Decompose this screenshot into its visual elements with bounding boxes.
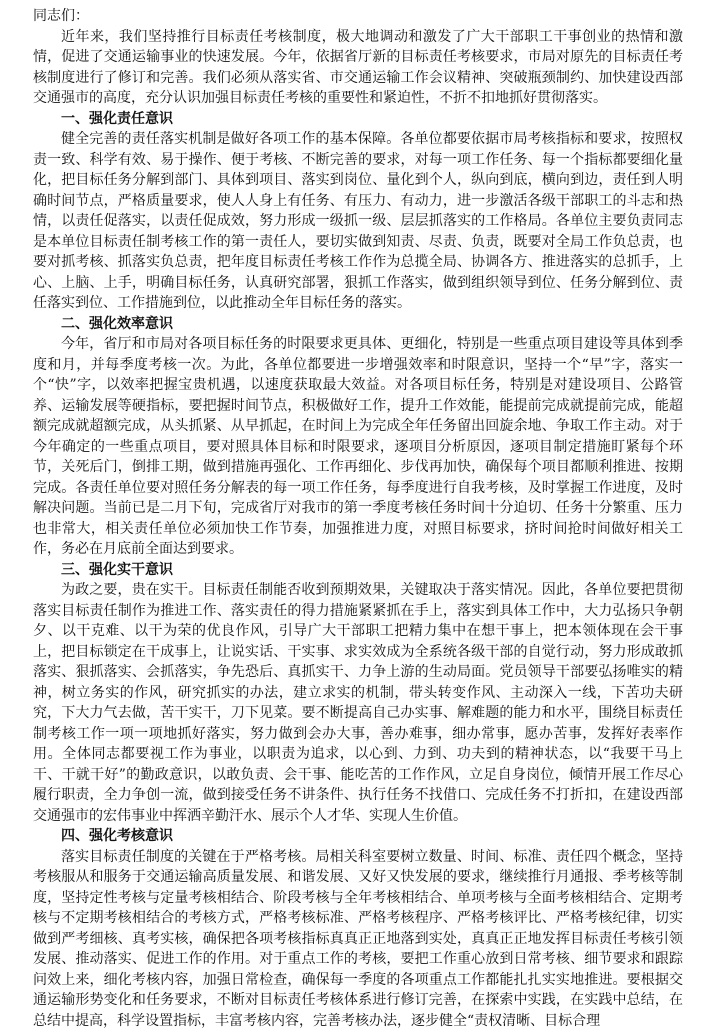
section-body-responsibility: 健全完善的责任落实机制是做好各项工作的基本保障。各单位都要依据市局考核指标和要求，按照权责一致、科学有效、易于操作、便于考核、不断完善的要求，对每一项工作任务、每一个指标都要细化量化，把目标任务分解到部门、具体到项目、落实到岗位、量化到个人，纵向到底，横向到边，责任到人明确时间节点，严格质量要求，使人人身上有任务、有压力、有动力，进一步激活各级干部职工的斗志和热情，以责任促落实，以责任促成效，努力形成一级抓一级、层层抓落实的工作格局。各单位主要负责同志是本单位目标责任制考核工作的第一责任人，要切实做到知责、尽责、负责，既要对全局工作负总责，也要对抓考核、抓落实负总责，把年度目标责任考核工作作为总揽全局、协调各方、推进落实的总抓手，上心、上脑、上手，明确目标任务，认真研究部署，狠抓工作落实，做到组织领导到位、任务分解到位、责任落实到位、工作措施到位，以此推动全年目标任务的落实。 — [33, 129, 683, 314]
section-heading-responsibility: 一、强化责任意识 — [33, 109, 683, 130]
section-body-action: 为政之要，贵在实干。目标责任制能否收到预期效果，关键取决于落实情况。因此，各单位要把贯彻落实目标责任制作为推进工作、落实责任的得力措施紧紧抓在手上，落实到具体工作中，大力弘扬只争朝夕、以干克难、以干为荣的优良作风，引导广大干部职工把精力集中在想干事上，把本领体现在会干事上，把目标锁定在干成事上，让说实话、干实事、求实效成为全系统各级干部的自觉行动，努力形成敢抓落实、狠抓落实、会抓落实，争先恐后、真抓实干、力争上游的生动局面。党员领导干部要弘扬唯实的精神，树立务实的作风，研究抓实的办法，建立求实的机制，带头转变作风、主动深入一线，下苦功夫研究，下大力气去做，苦干实干，刀下见菜。要不断提高自己办实事、解难题的能力和水平，围绕目标责任制考核工作一项一项地抓好落实，努力做到会办大事，善办难事，细办常事，愿办苦事，发挥好表率作用。全体同志都要视工作为事业，以职责为追求，以心到、力到、功夫到的精神状态，以“我要干马上干、干就干好”的勤政意识，以敢负责、会干事、能吃苦的工作作风，立足自身岗位，倾情开展工作尽心履行职责，全力争创一流，做到接受任务不讲条件、执行任务不找借口、完成任务不打折扣，在建设西部交通强市的宏伟事业中挥洒辛勤汗水、展示个人才华、实现人生价值。 — [33, 580, 683, 826]
intro-paragraph: 近年来，我们坚持推行目标责任考核制度，极大地调动和激发了广大干部职工干事创业的热情和激情，促进了交通运输事业的快速发展。今年，依据省厅新的目标责任考核要求，市局对原先的目标责任考核制度进行了修订和完善。我们必须从落实省、市交通运输工作会议精神、突破瓶颈制约、加快建设西部交通强市的高度，充分认识加强目标责任考核的重要性和紧迫性，不折不扣地抓好贯彻落实。 — [33, 27, 683, 109]
salutation: 同志们： — [33, 6, 683, 27]
section-body-assessment: 落实目标责任制度的关键在于严格考核。局相关科室要树立数量、时间、标准、责任四个概念，坚持考核服从和服务于交通运输高质量发展、和谐发展、又好又快发展的要求，继续推行月通报、季考核等制度，坚持定性考核与定量考核相结合、阶段考核与全年考核相结合、单项考核与全面考核相结合、定期考核与不定期考核相结合的考核方式，严格考核标准、严格考核程序、严格考核评比、严格考核纪律，切实做到严考细核、真考实核，确保把各项考核指标真真正正地落到实处，真真正正地发挥目标责任考核引领发展、推动落实、促进工作的作用。对于重点工作的考核，要把工作重心放到日常考核、细节要求和跟踪问效上来，细化考核内容，加强日常检查，确保每一季度的各项重点工作都能扎扎实实地推进。要根据交通运输形势变化和任务要求，不断对目标责任考核体系进行修订完善，在探索中实践，在实践中总结，在总结中提高，科学设置指标，丰富考核内容，完善考核办法，逐步健全“责权清晰、目标合理 — [33, 847, 683, 1031]
section-heading-action: 三、强化实干意识 — [33, 560, 683, 581]
section-heading-efficiency: 二、强化效率意识 — [33, 314, 683, 335]
section-body-efficiency: 今年，省厅和市局对各项目标任务的时限要求更具体、更细化，特别是一些重点项目建设等具体到季度和月，并每季度考核一次。为此，各单位都要进一步增强效率和时限意识，坚持一个“早”字，落实一个“快”字，以效率把握宝贵机遇，以速度获取最大效益。对各项目标任务，特别是对建设项目、公路管养、运输发展等硬指标，要把握时间节点，积极做好工作，提升工作效能，能提前完成就提前完成，能超额完成就超额完成，从头抓紧、从早抓起，在时间上为完成全年任务留出回旋余地、争取工作主动。对于今年确定的一些重点项目，要对照具体目标和时限要求，逐项目分析原因，逐项目制定措施盯紧每个环节，关死后门，倒排工期，做到措施再强化、工作再细化、步伐再加快，确保每个项目都顺利推进、按期完成。各责任单位要对照任务分解表的每一项工作任务，每季度进行自我考核，及时掌握工作进度，及时解决问题。当前已是二月下旬，完成省厅对我市的第一季度考核任务时间十分迫切、任务十分繁重、压力也非常大，相关责任单位必须加快工作节奏，加强推进力度，对照目标要求，挤时间抢时间做好相关工作，务必在月底前全面达到要求。 — [33, 334, 683, 560]
section-heading-assessment: 四、强化考核意识 — [33, 826, 683, 847]
